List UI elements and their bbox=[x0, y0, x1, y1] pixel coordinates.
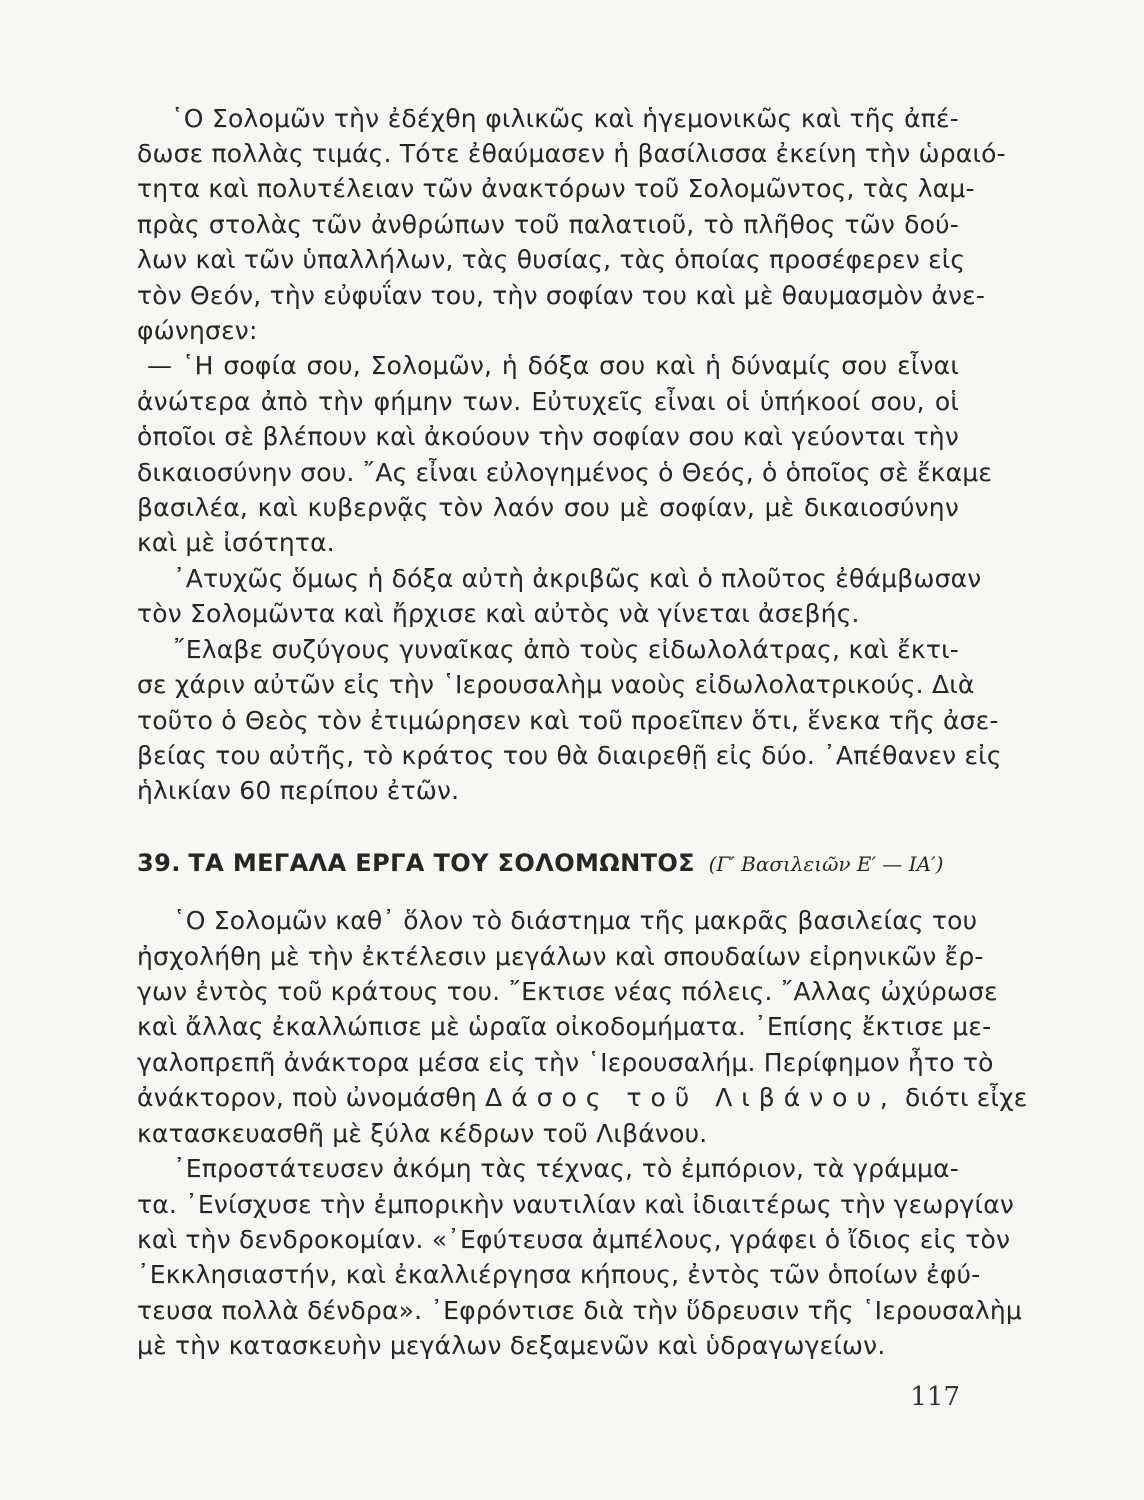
paragraph-4-line-3: τοῦτο ὁ Θεὸς τὸν ἐτιμώρησεν καὶ τοῦ προεῖπεν ὅτι, ἕνεκα τῆς ἀσε- bbox=[137, 706, 999, 735]
paragraph-1-line-5: λων καὶ τῶν ὑπαλλήλων, τὰς θυσίας, τὰς ὁποίας προσέφερεν εἰς bbox=[137, 245, 966, 274]
section-number: 39. bbox=[137, 849, 181, 877]
section-paragraph-1-line-3: γων ἐντὸς τοῦ κράτους του. ῎Εκτισε νέας πόλεις. ῎Αλλας ὠχύρωσε bbox=[137, 977, 998, 1006]
section-paragraph-1-line-5: γαλοπρεπῆ ἀνάκτορα μέσα εἰς τὴν ῾Ιερουσαλήμ. Περίφημον ἦτο τὸ bbox=[137, 1048, 994, 1077]
paragraph-4-line-5: ἡλικίαν 60 περίπου ἐτῶν. bbox=[137, 776, 460, 805]
paragraph-1-line-1: ῾Ο Σολομῶν τὴν ἐδέχθη φιλικῶς καὶ ἡγεμονικῶς καὶ τῆς ἀπέ- bbox=[171, 104, 959, 133]
page-number: 117 bbox=[910, 1382, 960, 1412]
paragraph-1-line-2: δωσε πολλὰς τιμάς. Τότε ἐθαύμασεν ἡ βασίλισσα ἐκείνη τὴν ὡραιό- bbox=[137, 139, 1006, 168]
paragraph-4-line-4: βείας του αὐτῆς, τὸ κράτος του θὰ διαιρεθῇ εἰς δύο. ᾿Απέθανεν εἰς bbox=[137, 741, 1002, 770]
paragraph-2-line-6: καὶ μὲ ἰσότητα. bbox=[137, 528, 335, 557]
paragraph-1-line-7: φώνησεν: bbox=[137, 316, 258, 345]
paragraph-2-line-2: ἀνώτερα ἀπὸ τὴν φήμην των. Εὐτυχεῖς εἶναι οἱ ὑπήκοοί σου, οἱ bbox=[137, 387, 959, 416]
paragraph-3-line-1: ᾿Ατυχῶς ὅμως ἡ δόξα αὐτὴ ἀκριβῶς καὶ ὁ πλοῦτος ἐθάμβωσαν bbox=[173, 564, 982, 593]
section-paragraph-2-line-2: τα. ᾿Ενίσχυσε τὴν ἐμπορικὴν ναυτιλίαν καὶ ἰδιαιτέρως τὴν γεωργίαν bbox=[137, 1190, 1015, 1219]
paragraph-2-line-3: ὁποῖοι σὲ βλέπουν καὶ ἀκούουν τὴν σοφίαν σου καὶ γεύονται τὴν bbox=[137, 422, 959, 451]
paragraph-2-line-1: — ῾Η σοφία σου, Σολομῶν, ἡ δόξα σου καὶ ἡ δύναμίς σου εἶναι bbox=[147, 351, 959, 380]
section-paragraph-2-line-1: ᾿Επροστάτευσεν ἀκόμη τὰς τέχνας, τὸ ἐμπόριον, τὰ γράμμα- bbox=[173, 1154, 959, 1183]
paragraph-4-line-1: ῎Ελαβε συζύγους γυναῖκας ἀπὸ τοὺς εἰδωλολάτρας, καὶ ἔκτι- bbox=[173, 635, 959, 664]
spaced-place-name: Δάσος τοῦ Λιβάνου, bbox=[485, 1083, 897, 1112]
section-paragraph-2-line-4: ᾿Εκκλησιαστήν, καὶ ἐκαλλιέργησα κήπους, ἐντὸς τῶν ὁποίων ἐφύ- bbox=[137, 1260, 981, 1289]
section-paragraph-2-line-6: μὲ τὴν κατασκευὴν μεγάλων δεξαμενῶν καὶ ὑδραγωγείων. bbox=[137, 1331, 886, 1360]
section-paragraph-1-line-6 bbox=[137, 1081, 1028, 1115]
section-paragraph-1-line-7: κατασκευασθῆ μὲ ξύλα κέδρων τοῦ Λιβάνου. bbox=[137, 1119, 708, 1148]
line-text-after-name: διότι εἶχε bbox=[905, 1083, 1028, 1112]
paragraph-1-line-4: πρὰς στολὰς τῶν ἀνθρώπων τοῦ παλατιοῦ, τὸ πλῆθος τῶν δού- bbox=[137, 210, 959, 239]
section-paragraph-2-line-5: τευσα πολλὰ δένδρα». ᾿Εφρόντισε διὰ τὴν ὕδρευσιν τῆς ῾Ιερουσαλὴμ bbox=[137, 1296, 1023, 1325]
section-paragraph-2-line-3: καὶ τὴν δενδροκομίαν. «᾿Εφύτευσα ἀμπέλους, γράφει ὁ ἴδιος εἰς τὸν bbox=[137, 1225, 1011, 1254]
section-paragraph-1-line-1: ῾Ο Σολομῶν καθ᾿ ὅλον τὸ διάστημα τῆς μακρᾶς βασιλείας του bbox=[173, 906, 978, 935]
paragraph-1-line-6: τὸν Θεόν, τὴν εὐφυΐαν του, τὴν σοφίαν του καὶ μὲ θαυμασμὸν ἀνε- bbox=[137, 281, 986, 310]
paragraph-4-line-2: σε χάριν αὐτῶν εἰς τὴν ῾Ιερουσαλὴμ ναοὺς εἰδωλολατρικούς. Διὰ bbox=[137, 670, 975, 699]
paragraph-2-line-4: δικαιοσύνην σου. ῎Ας εἶναι εὐλογημένος ὁ Θεός, ὁ ὁποῖος σὲ ἔκαμε bbox=[137, 458, 993, 487]
section-heading bbox=[137, 846, 959, 881]
section-title: ΤΑ ΜΕΓΑΛΑ ΕΡΓΑ ΤΟΥ ΣΟΛΟΜΩΝΤΟΣ bbox=[188, 849, 695, 877]
section-reference: (Γ′ Βασιλειῶν Ε′ — ΙΑ′) bbox=[708, 852, 944, 876]
line-text-before-name: ἀνάκτορον, ποὺ ὠνομάσθη bbox=[137, 1083, 477, 1112]
section-paragraph-1-line-4: καὶ ἄλλας ἐκαλλώπισε μὲ ὡραῖα οἰκοδομήματα. ᾿Επίσης ἔκτισε με- bbox=[137, 1012, 992, 1041]
section-paragraph-1-line-2: ἠσχολήθη μὲ τὴν ἐκτέλεσιν μεγάλων καὶ σπουδαίων εἰρηνικῶν ἔρ- bbox=[137, 942, 984, 971]
paragraph-1-line-3: τητα καὶ πολυτέλειαν τῶν ἀνακτόρων τοῦ Σολομῶντος, τὰς λαμ- bbox=[137, 174, 975, 203]
paragraph-3-line-2: τὸν Σολομῶντα καὶ ἤρχισε καὶ αὐτὸς νὰ γίνεται ἀσεβής. bbox=[137, 599, 860, 628]
paragraph-2-line-5: βασιλέα, καὶ κυβερνᾷς τὸν λαόν σου μὲ σοφίαν, μὲ δικαιοσύνην bbox=[137, 493, 959, 522]
